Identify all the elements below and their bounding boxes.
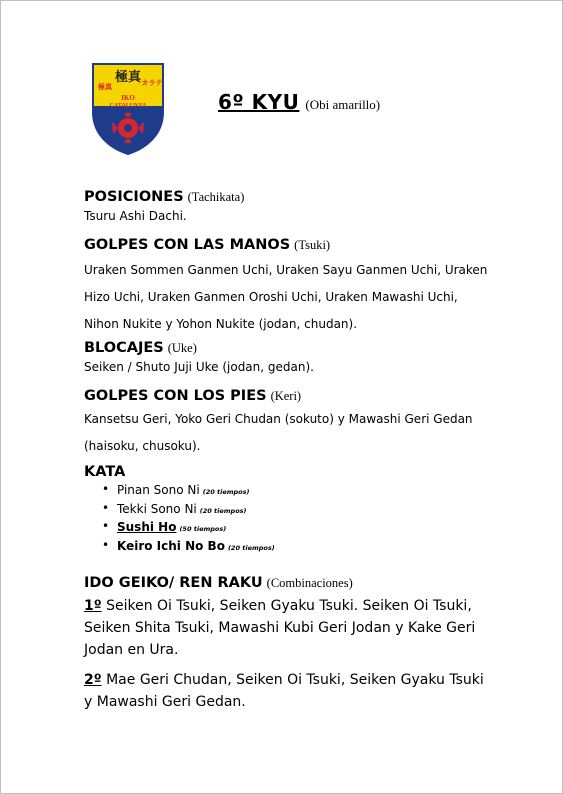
section-line: Nihon Nukite y Yohon Nukite (jodan, chudan). <box>84 317 358 331</box>
combination-1 <box>84 595 524 661</box>
heading-subtext: (Combinaciones) <box>266 576 353 590</box>
kata-list <box>100 483 275 557</box>
heading-subtext: (Keri) <box>270 389 302 403</box>
section-heading <box>84 187 494 206</box>
combination-line: y Mawashi Geri Gedan. <box>84 694 246 710</box>
heading-text: GOLPES CON LOS PIES <box>84 388 267 404</box>
kata-name: Keiro Ichi No Bo <box>117 538 225 553</box>
heading-subtext: (Uke) <box>167 341 197 355</box>
belt-subtitle: (Obi amarillo) <box>305 97 381 112</box>
heading-text: IDO GEIKO/ REN RAKU <box>84 575 263 591</box>
section-bloqueos <box>84 338 494 374</box>
logo-kanji-center: 極真 <box>114 70 142 85</box>
bullet-icon: • <box>102 537 110 552</box>
kata-tiempos: (50 tiempos) <box>179 525 227 533</box>
section-line: Seiken / Shuto Juji Uke (jodan, gedan). <box>84 360 314 374</box>
combination-line: Seiken Shita Tsuki, Mawashi Kubi Geri Jodan y Kake Geri <box>84 620 476 636</box>
heading-subtext: (Tachikata) <box>187 190 245 204</box>
logo-kanji-right: カラテ <box>141 79 163 87</box>
heading-text: BLOCAJES <box>84 340 164 356</box>
combination-number: 1º <box>84 598 102 614</box>
bullet-icon: • <box>102 519 110 533</box>
section-heading <box>84 386 494 405</box>
kata-item <box>100 520 275 539</box>
section-kata <box>84 462 494 481</box>
section-heading <box>84 462 494 481</box>
logo-kanji-left: 極真 <box>98 83 112 91</box>
heading-subtext: (Tsuki) <box>294 238 331 252</box>
page-title <box>218 90 380 114</box>
section-heading <box>84 235 494 254</box>
section-posiciones <box>84 187 494 223</box>
bullet-icon: • <box>102 482 110 496</box>
kata-tiempos: (20 tiempos) <box>199 506 247 515</box>
kata-name: Pinan Sono Ni <box>117 483 200 497</box>
combination-line <box>84 595 524 617</box>
section-line: Uraken Sommen Ganmen Uchi, Uraken Sayu Ganmen Uchi, Uraken <box>84 263 488 277</box>
heading-text: KATA <box>84 464 126 480</box>
section-line: Kansetsu Geri, Yoko Geri Chudan (sokuto) y Mawashi Geri Gedan <box>84 412 473 426</box>
section-line: Hizo Uchi, Uraken Ganmen Oroshi Uchi, Uraken Mawashi Uchi, <box>84 290 458 304</box>
logo-text-catalunya: CATALUNYA <box>109 103 147 109</box>
kata-name: Sushi Ho <box>117 520 177 534</box>
heading-text: GOLPES CON LAS MANOS <box>84 237 291 253</box>
combination-text: Seiken Oi Tsuki, Seiken Gyaku Tsuki. Seiken Oi Tsuki, <box>101 598 472 614</box>
kata-tiempos: (20 tiempos) <box>227 543 275 552</box>
heading-text: POSICIONES <box>84 189 184 205</box>
combination-line: Jodan en Ura. <box>84 642 179 658</box>
combination-line <box>84 669 524 691</box>
kata-item <box>100 539 275 558</box>
section-golpes-pies <box>84 386 494 460</box>
section-line: Tsuru Ashi Dachi. <box>84 209 187 223</box>
section-ido-geiko <box>84 573 524 713</box>
combination-2 <box>84 669 524 713</box>
bullet-icon: • <box>102 500 110 515</box>
kata-name: Tekki Sono Ni <box>117 501 197 516</box>
logo-text-iko: IKO <box>121 94 135 102</box>
section-heading <box>84 338 494 357</box>
combination-number: 2º <box>84 672 102 688</box>
kyu-title: 6º KYU <box>218 90 300 114</box>
kata-item <box>100 483 275 502</box>
section-heading <box>84 573 524 592</box>
kata-tiempos: (20 tiempos) <box>202 488 250 496</box>
combination-text: Mae Geri Chudan, Seiken Oi Tsuki, Seiken Gyaku Tsuki <box>101 672 484 688</box>
section-golpes-manos <box>84 235 494 338</box>
section-line: (haisoku, chusoku). <box>84 439 201 453</box>
kata-item <box>100 502 275 521</box>
iko-catalunya-logo <box>91 62 165 156</box>
